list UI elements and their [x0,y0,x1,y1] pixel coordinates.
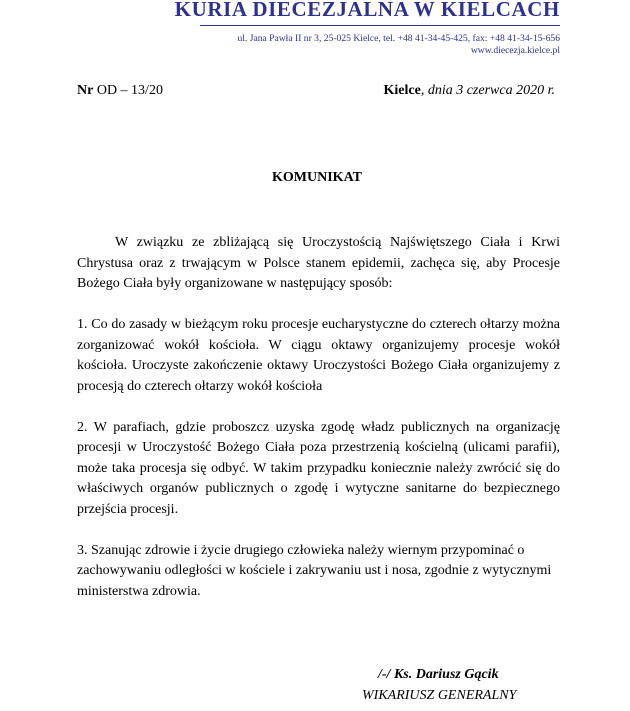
signature-role: WIKARIUSZ GENERALNY [362,688,517,703]
letterhead-title: KURIA DIECEZJALNA W KIELCACH [174,0,560,21]
date-city: Kielce [383,83,421,98]
signature-name: /-/ Ks. Dariusz Gącik [378,667,499,682]
reference-value: OD – 13/20 [96,83,163,98]
date-text: , dnia 3 czerwca 2020 r. [420,83,555,98]
letterhead-website: www.diecezja.kielce.pl [470,45,560,56]
letterhead-rule [200,25,560,26]
document-title: KOMUNIKAT [272,170,362,185]
letterhead-address: ul. Jana Pawła II nr 3, 25-025 Kielce, tel. +48 41-34-45-425, fax: +48 41-34-15-656 [237,33,560,44]
point-1-paragraph: 1. Co do zasady w bieżącym roku procesje eucharystyczne do czterech ołtarzy można zorganizować wokół kościoła. W ciągu oktawy organizujemy procesje wokół kościoła. Uroczyste zakończenie oktawy Uroczystości Bożego Ciała organizujemy z procesją do czterech ołtarzy wokół kościoła [77,317,560,394]
reference-label: Nr [77,83,94,98]
intro-paragraph: W związku ze zbliżającą się Uroczystością Najświętszego Ciała i Krwi Chrystusa oraz z trwającym w Polsce stanem epidemii, zachęca się, aby Procesje Bożego Ciała były organizowane w następujący sposób: [77,235,560,291]
point-3-paragraph: 3. Szanując zdrowie i życie drugiego człowieka należy wiernym przypominać o zachowywaniu odległości w kościele i zakrywaniu ust i nosa, zgodnie z wytycznymi ministerstwa zdrowia. [77,542,552,599]
document-date [384,83,555,99]
point-2-paragraph: 2. W parafiach, gdzie proboszcz uzyska zgodę władz publicznych na organizację procesji w Uroczystość Bożego Ciała poza przestrzenią kościelną (ulicami parafii), może taka procesja się odbyć. W takim przypadku koniecznie należy zwrócić się do właściwych organów publicznych o zgodę i wytyczne sanitarne do bezpiecznego przejścia procesji. [77,419,560,517]
reference-number [77,83,163,99]
signature-block [362,664,516,706]
document-body [77,233,560,602]
